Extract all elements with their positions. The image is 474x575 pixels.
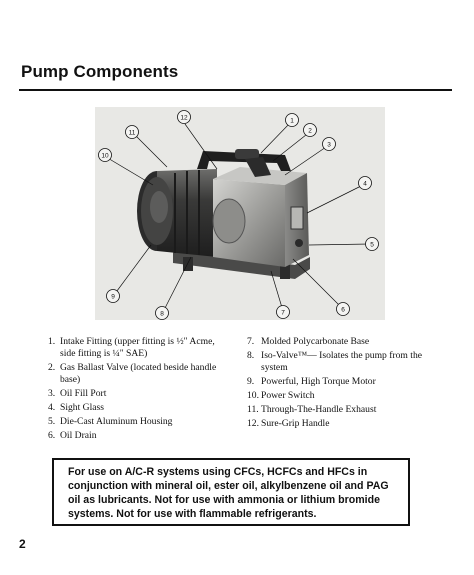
legend-number: 3. bbox=[48, 388, 56, 399]
legend-item bbox=[48, 430, 230, 442]
callout-10: 10 bbox=[101, 152, 109, 160]
legend-label: Sure-Grip Handle bbox=[261, 418, 330, 429]
legend-item bbox=[48, 388, 230, 400]
usage-warning-text: For use on A/C-R systems using CFCs, HCFCs and HFCs in conjunction with mineral oil, ester oil, alkylbenzene oil and PAG oil as lubricants. Not for use with ammonia or lithium bromide systems. Not for use with flammable refrigerants. bbox=[68, 466, 389, 520]
legend-number: 6. bbox=[48, 430, 56, 441]
legend-number: 4. bbox=[48, 402, 56, 413]
legend-number: 8. bbox=[247, 350, 255, 361]
legend-item bbox=[247, 336, 429, 348]
callout-2: 2 bbox=[308, 127, 312, 135]
legend-label: Power Switch bbox=[261, 390, 315, 401]
page-title: Pump Components bbox=[21, 62, 179, 81]
callout-9: 9 bbox=[111, 293, 115, 301]
legend-label: Molded Polycarbonate Base bbox=[261, 336, 370, 347]
legend-label: Oil Drain bbox=[60, 430, 97, 441]
legend-item bbox=[247, 350, 429, 374]
legend-number: 5. bbox=[48, 416, 56, 427]
page-number: 2 bbox=[19, 537, 26, 551]
callout-6: 6 bbox=[341, 306, 345, 314]
legend-item bbox=[247, 418, 429, 430]
title-divider bbox=[19, 89, 452, 91]
legend-number: 9. bbox=[247, 376, 255, 387]
callout-1: 1 bbox=[290, 117, 294, 125]
component-legend-left bbox=[48, 336, 230, 444]
legend-item bbox=[48, 416, 230, 428]
legend-label: Oil Fill Port bbox=[60, 388, 107, 399]
legend-label: Sight Glass bbox=[60, 402, 104, 413]
legend-item bbox=[247, 376, 429, 388]
legend-number: 10. bbox=[247, 390, 259, 401]
legend-label: Iso-Valve™— Isolates the pump from the system bbox=[261, 350, 422, 373]
pump-photo bbox=[95, 107, 385, 320]
legend-number: 12. bbox=[247, 418, 259, 429]
legend-item bbox=[48, 336, 230, 360]
callout-12: 12 bbox=[180, 114, 188, 122]
usage-warning-box bbox=[52, 458, 410, 526]
callout-7: 7 bbox=[281, 309, 285, 317]
callout-5: 5 bbox=[370, 241, 374, 249]
legend-number: 11. bbox=[247, 404, 259, 415]
legend-number: 2. bbox=[48, 362, 56, 373]
legend-item bbox=[48, 362, 230, 386]
legend-item bbox=[247, 390, 429, 402]
legend-label: Intake Fitting (upper fitting is ½" Acme, side fitting is ¼" SAE) bbox=[60, 336, 215, 359]
legend-label: Gas Ballast Valve (located beside handle base) bbox=[60, 362, 217, 385]
legend-item bbox=[247, 404, 429, 416]
callout-3: 3 bbox=[327, 141, 331, 149]
legend-label: Die-Cast Aluminum Housing bbox=[60, 416, 173, 427]
callout-4: 4 bbox=[363, 180, 367, 188]
legend-label: Powerful, High Torque Motor bbox=[261, 376, 376, 387]
legend-number: 7. bbox=[247, 336, 255, 347]
legend-label: Through-The-Handle Exhaust bbox=[261, 404, 377, 415]
component-legend-right bbox=[247, 336, 429, 432]
callout-8: 8 bbox=[160, 310, 164, 318]
legend-number: 1. bbox=[48, 336, 56, 347]
callout-11: 11 bbox=[128, 129, 136, 137]
legend-item bbox=[48, 402, 230, 414]
